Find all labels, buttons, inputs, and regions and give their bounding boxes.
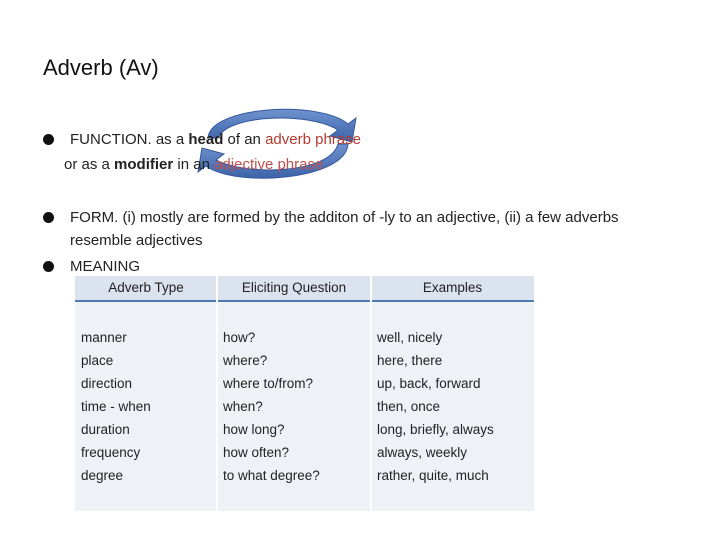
slide-title: Adverb (Av) bbox=[43, 55, 159, 80]
table-cell: how often? bbox=[223, 445, 290, 460]
table-cell: frequency bbox=[81, 445, 141, 460]
head-term: head bbox=[188, 131, 224, 148]
bullet-dot bbox=[43, 212, 54, 223]
table-cell: rather, quite, much bbox=[377, 468, 489, 483]
function-line bbox=[70, 131, 361, 148]
table-cell: where to/from? bbox=[223, 376, 314, 391]
table-cell: time - when bbox=[81, 399, 151, 414]
form-line-2: resemble adjectives bbox=[70, 232, 203, 249]
text-fragment: as a bbox=[151, 131, 189, 148]
table-header bbox=[75, 276, 534, 302]
function-line-2 bbox=[64, 156, 323, 173]
column-adverb-type bbox=[81, 326, 151, 487]
adverb-table bbox=[75, 276, 534, 511]
modifier-term: modifier bbox=[114, 156, 174, 173]
table-cell: how long? bbox=[223, 422, 285, 437]
column-examples bbox=[377, 326, 494, 487]
table-cell: up, back, forward bbox=[377, 376, 481, 391]
table-cell: duration bbox=[81, 422, 130, 437]
text-fragment: in an bbox=[173, 156, 215, 173]
header-examples: Examples bbox=[422, 280, 483, 295]
table-cell: manner bbox=[81, 330, 127, 345]
table-cell: when? bbox=[223, 399, 263, 414]
text-fragment: of an bbox=[223, 131, 266, 148]
table-cell: where? bbox=[223, 353, 268, 368]
column-divider bbox=[370, 276, 372, 511]
table-cell: here, there bbox=[377, 353, 443, 368]
bullet-dot bbox=[43, 261, 54, 272]
adverb-phrase-term: adverb phrase bbox=[265, 131, 361, 148]
table-cell: long, briefly, always bbox=[377, 422, 494, 437]
table-cell: degree bbox=[81, 468, 124, 483]
column-divider bbox=[216, 276, 218, 511]
table-cell: how? bbox=[223, 330, 256, 345]
function-label: FUNCTION. bbox=[70, 131, 152, 148]
header-adverb-type: Adverb Type bbox=[108, 280, 184, 295]
table-cell: always, weekly bbox=[377, 445, 468, 460]
text-fragment: or as a bbox=[64, 156, 115, 173]
adjective-phrase-term: adjective phrase bbox=[214, 156, 324, 173]
table-cell: place bbox=[81, 353, 114, 368]
table-cell: to what degree? bbox=[223, 468, 320, 483]
table-cell: direction bbox=[81, 376, 133, 391]
column-eliciting-question bbox=[223, 326, 320, 487]
bullet-dot bbox=[43, 134, 54, 145]
table-cell: well, nicely bbox=[377, 330, 443, 345]
form-line-1: FORM. (i) mostly are formed by the additon of -ly to an adjective, (ii) a few adverbs bbox=[70, 209, 619, 226]
header-eliciting-question: Eliciting Question bbox=[241, 280, 347, 295]
table-cell: then, once bbox=[377, 399, 441, 414]
meaning-label: MEANING bbox=[70, 258, 141, 275]
